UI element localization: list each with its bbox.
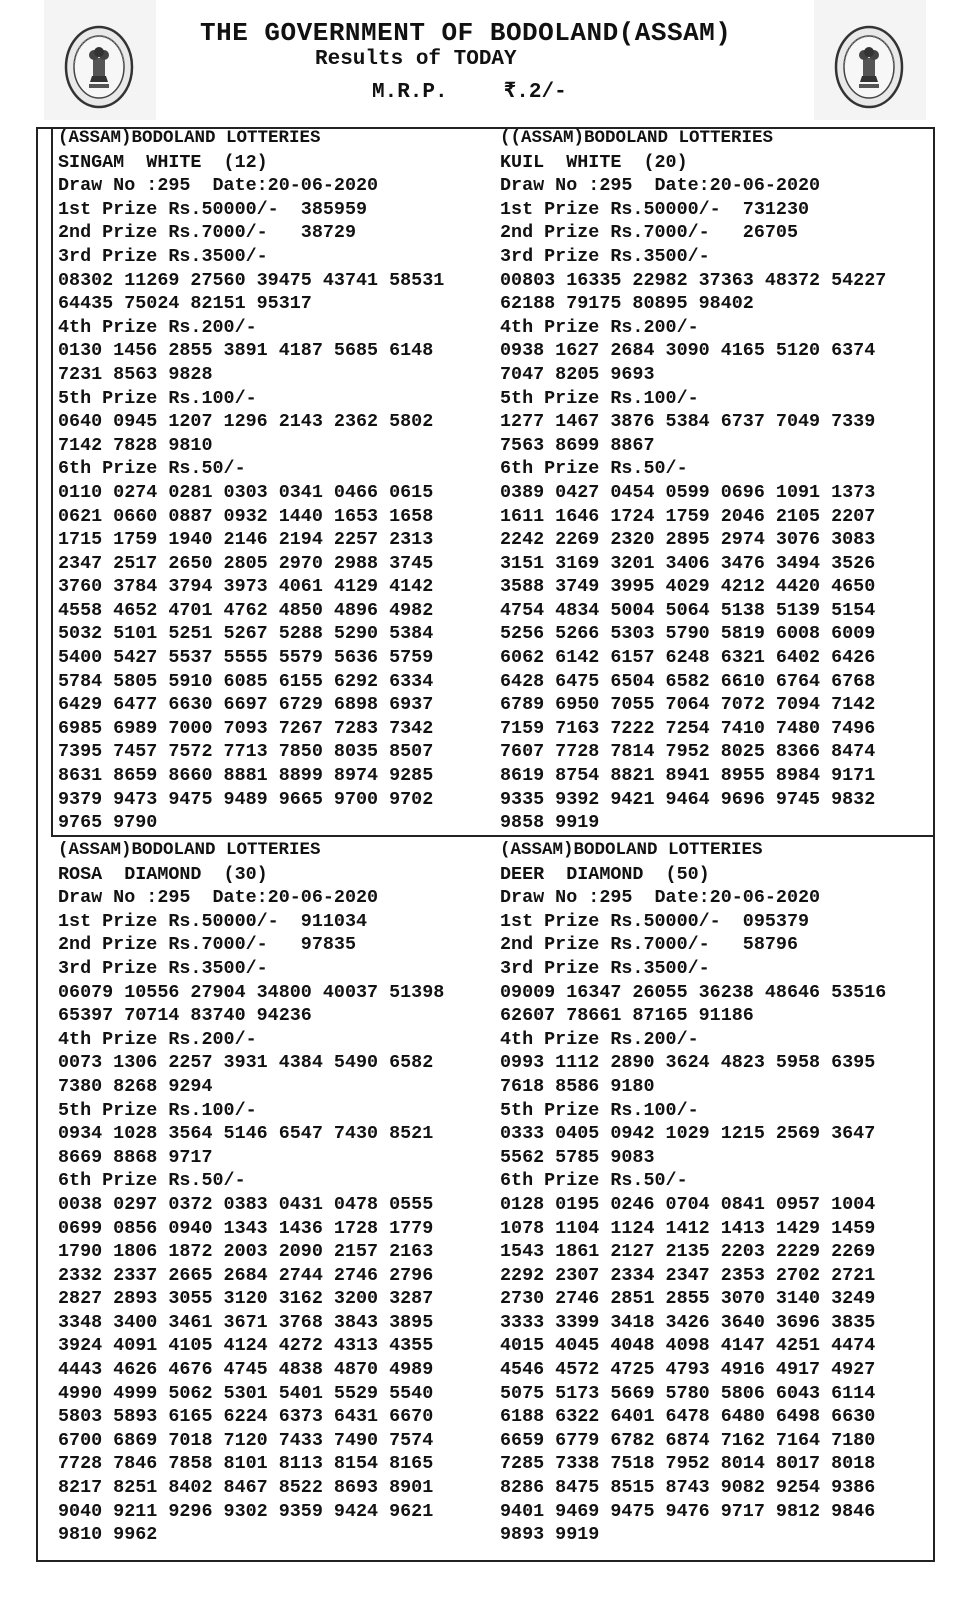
- sixth-prize-numbers: 0110 0274 0281 0303 0341 0466 0615: [58, 481, 434, 503]
- first-prize: 1st Prize Rs.50000/- 731230: [500, 198, 810, 220]
- sixth-prize-numbers: 2292 2307 2334 2347 2353 2702 2721: [500, 1264, 876, 1286]
- sixth-prize-numbers: 0389 0427 0454 0599 0696 1091 1373: [500, 481, 876, 503]
- fifth-prize-numbers: 0934 1028 3564 5146 6547 7430 8521: [58, 1123, 434, 1145]
- sixth-prize-numbers: 2730 2746 2851 2855 3070 3140 3249: [500, 1288, 876, 1310]
- lottery-panel-rosa-diamond: [58, 839, 444, 1547]
- sixth-prize-numbers: 9893 9919: [500, 1524, 600, 1546]
- third-prize-numbers: 64435 75024 82151 95317: [58, 293, 312, 315]
- second-prize: 2nd Prize Rs.7000/- 38729: [58, 222, 356, 244]
- fifth-prize-numbers: 0333 0405 0942 1029 1215 2569 3647: [500, 1123, 876, 1145]
- fourth-prize-numbers: 0993 1112 2890 3624 4823 5958 6395: [500, 1052, 876, 1074]
- fifth-prize-numbers: 7142 7828 9810: [58, 434, 213, 456]
- fourth-prize-numbers: 0938 1627 2684 3090 4165 5120 6374: [500, 340, 876, 362]
- lottery-organizer: (ASSAM)BODOLAND LOTTERIES: [58, 840, 321, 860]
- draw-info: Draw No :295 Date:20-06-2020: [58, 887, 379, 909]
- first-prize: 1st Prize Rs.50000/- 911034: [58, 910, 368, 932]
- sixth-prize-numbers: 6428 6475 6504 6582 6610 6764 6768: [500, 670, 876, 692]
- second-prize: 2nd Prize Rs.7000/- 58796: [500, 934, 798, 956]
- sixth-prize-numbers: 6659 6779 6782 6874 7162 7164 7180: [500, 1429, 876, 1451]
- third-prize-label: 3rd Prize Rs.3500/-: [500, 957, 710, 979]
- sixth-prize-numbers: 2827 2893 3055 3120 3162 3200 3287: [58, 1288, 434, 1310]
- sixth-prize-numbers: 9040 9211 9296 9302 9359 9424 9621: [58, 1500, 434, 1522]
- sixth-prize-numbers: 1715 1759 1940 2146 2194 2257 2313: [58, 529, 434, 551]
- sixth-prize-numbers: 6062 6142 6157 6248 6321 6402 6426: [500, 647, 876, 669]
- sixth-prize-numbers: 0038 0297 0372 0383 0431 0478 0555: [58, 1193, 434, 1215]
- sixth-prize-label: 6th Prize Rs.50/-: [500, 1170, 688, 1192]
- fifth-prize-label: 5th Prize Rs.100/-: [58, 1099, 257, 1121]
- third-prize-numbers: 06079 10556 27904 34800 40037 51398: [58, 981, 445, 1003]
- fifth-prize-numbers: 1277 1467 3876 5384 6737 7049 7339: [500, 411, 876, 433]
- sixth-prize-numbers: 5803 5893 6165 6224 6373 6431 6670: [58, 1406, 434, 1428]
- fourth-prize-label: 4th Prize Rs.200/-: [500, 1028, 699, 1050]
- sixth-prize-numbers: 9765 9790: [58, 812, 158, 834]
- sixth-prize-numbers: 4558 4652 4701 4762 4850 4896 4982: [58, 599, 434, 621]
- fifth-prize-numbers: 8669 8868 9717: [58, 1146, 213, 1168]
- second-prize: 2nd Prize Rs.7000/- 97835: [58, 934, 356, 956]
- sixth-prize-numbers: 5400 5427 5537 5555 5579 5636 5759: [58, 647, 434, 669]
- sixth-prize-numbers: 3333 3399 3418 3426 3640 3696 3835: [500, 1311, 876, 1333]
- fifth-prize-label: 5th Prize Rs.100/-: [500, 1099, 699, 1121]
- sixth-prize-numbers: 9335 9392 9421 9464 9696 9745 9832: [500, 788, 876, 810]
- fifth-prize-label: 5th Prize Rs.100/-: [500, 387, 699, 409]
- sixth-prize-numbers: 1611 1646 1724 1759 2046 2105 2207: [500, 505, 876, 527]
- fifth-prize-numbers: 7563 8699 8867: [500, 434, 655, 456]
- vertical-divider: [51, 127, 53, 835]
- third-prize-label: 3rd Prize Rs.3500/-: [500, 245, 710, 267]
- sixth-prize-numbers: 2242 2269 2320 2895 2974 3076 3083: [500, 529, 876, 551]
- draw-info: Draw No :295 Date:20-06-2020: [500, 175, 821, 197]
- sixth-prize-numbers: 4990 4999 5062 5301 5401 5529 5540: [58, 1382, 434, 1404]
- fourth-prize-numbers: 7047 8205 9693: [500, 363, 655, 385]
- sixth-prize-label: 6th Prize Rs.50/-: [58, 458, 246, 480]
- sixth-prize-numbers: 3760 3784 3794 3973 4061 4129 4142: [58, 576, 434, 598]
- sixth-prize-numbers: 5256 5266 5303 5790 5819 6008 6009: [500, 623, 876, 645]
- sixth-prize-numbers: 7159 7163 7222 7254 7410 7480 7496: [500, 717, 876, 739]
- sixth-prize-numbers: 9858 9919: [500, 812, 600, 834]
- government-seal-icon: [62, 22, 136, 112]
- fifth-prize-numbers: 0640 0945 1207 1296 2143 2362 5802: [58, 411, 434, 433]
- lottery-name: DEER DIAMOND (50): [500, 863, 710, 885]
- lottery-name: SINGAM WHITE (12): [58, 151, 268, 173]
- draw-info: Draw No :295 Date:20-06-2020: [58, 175, 379, 197]
- third-prize-label: 3rd Prize Rs.3500/-: [58, 245, 268, 267]
- sixth-prize-numbers: 2347 2517 2650 2805 2970 2988 3745: [58, 552, 434, 574]
- fifth-prize-numbers: 5562 5785 9083: [500, 1146, 655, 1168]
- sixth-prize-numbers: 9810 9962: [58, 1524, 158, 1546]
- sixth-prize-label: 6th Prize Rs.50/-: [500, 458, 688, 480]
- sixth-prize-numbers: 6985 6989 7000 7093 7267 7283 7342: [58, 717, 434, 739]
- fourth-prize-label: 4th Prize Rs.200/-: [58, 1028, 257, 1050]
- draw-info: Draw No :295 Date:20-06-2020: [500, 887, 821, 909]
- fourth-prize-numbers: 7618 8586 9180: [500, 1075, 655, 1097]
- third-prize-numbers: 09009 16347 26055 36238 48646 53516: [500, 981, 887, 1003]
- lottery-name: KUIL WHITE (20): [500, 151, 688, 173]
- third-prize-numbers: 65397 70714 83740 94236: [58, 1005, 312, 1027]
- sixth-prize-numbers: 7728 7846 7858 8101 8113 8154 8165: [58, 1453, 434, 1475]
- sixth-prize-numbers: 5032 5101 5251 5267 5288 5290 5384: [58, 623, 434, 645]
- mrp-price: ₹.2/-: [503, 81, 567, 104]
- sixth-prize-numbers: 8217 8251 8402 8467 8522 8693 8901: [58, 1477, 434, 1499]
- third-prize-numbers: 08302 11269 27560 39475 43741 58531: [58, 269, 445, 291]
- page-title: THE GOVERNMENT OF BODOLAND(ASSAM): [200, 18, 732, 48]
- sixth-prize-numbers: 7395 7457 7572 7713 7850 8035 8507: [58, 741, 434, 763]
- mrp-label: M.R.P.: [372, 81, 448, 104]
- sixth-prize-numbers: 5784 5805 5910 6085 6155 6292 6334: [58, 670, 434, 692]
- sixth-prize-numbers: 1790 1806 1872 2003 2090 2157 2163: [58, 1241, 434, 1263]
- sixth-prize-numbers: 8619 8754 8821 8941 8955 8984 9171: [500, 765, 876, 787]
- page-header: [0, 0, 971, 125]
- sixth-prize-numbers: 3348 3400 3461 3671 3768 3843 3895: [58, 1311, 434, 1333]
- lottery-panel-kuil-white: [500, 127, 886, 835]
- lottery-name: ROSA DIAMOND (30): [58, 863, 268, 885]
- sixth-prize-numbers: 7607 7728 7814 7952 8025 8366 8474: [500, 741, 876, 763]
- fourth-prize-numbers: 7231 8563 9828: [58, 363, 213, 385]
- fourth-prize-numbers: 0073 1306 2257 3931 4384 5490 6582: [58, 1052, 434, 1074]
- sixth-prize-numbers: 7285 7338 7518 7952 8014 8017 8018: [500, 1453, 876, 1475]
- second-prize: 2nd Prize Rs.7000/- 26705: [500, 222, 798, 244]
- sixth-prize-numbers: 2332 2337 2665 2684 2744 2746 2796: [58, 1264, 434, 1286]
- sixth-prize-numbers: 4015 4045 4048 4098 4147 4251 4474: [500, 1335, 876, 1357]
- sixth-prize-numbers: 4546 4572 4725 4793 4916 4917 4927: [500, 1359, 876, 1381]
- third-prize-numbers: 62188 79175 80895 98402: [500, 293, 754, 315]
- third-prize-numbers: 62607 78661 87165 91186: [500, 1005, 754, 1027]
- sixth-prize-numbers: 0128 0195 0246 0704 0841 0957 1004: [500, 1193, 876, 1215]
- sixth-prize-numbers: 0699 0856 0940 1343 1436 1728 1779: [58, 1217, 434, 1239]
- sixth-prize-numbers: 8631 8659 8660 8881 8899 8974 9285: [58, 765, 434, 787]
- fourth-prize-numbers: 7380 8268 9294: [58, 1075, 213, 1097]
- sixth-prize-numbers: 1543 1861 2127 2135 2203 2229 2269: [500, 1241, 876, 1263]
- sixth-prize-numbers: 5075 5173 5669 5780 5806 6043 6114: [500, 1382, 876, 1404]
- sixth-prize-label: 6th Prize Rs.50/-: [58, 1170, 246, 1192]
- lottery-organizer: ((ASSAM)BODOLAND LOTTERIES: [500, 128, 774, 148]
- horizontal-divider: [51, 835, 935, 837]
- mrp-row: [372, 78, 567, 104]
- fifth-prize-label: 5th Prize Rs.100/-: [58, 387, 257, 409]
- sixth-prize-numbers: 6188 6322 6401 6478 6480 6498 6630: [500, 1406, 876, 1428]
- third-prize-numbers: 00803 16335 22982 37363 48372 54227: [500, 269, 887, 291]
- sixth-prize-numbers: 4754 4834 5004 5064 5138 5139 5154: [500, 599, 876, 621]
- fourth-prize-label: 4th Prize Rs.200/-: [500, 316, 699, 338]
- sixth-prize-numbers: 8286 8475 8515 8743 9082 9254 9386: [500, 1477, 876, 1499]
- sixth-prize-numbers: 0621 0660 0887 0932 1440 1653 1658: [58, 505, 434, 527]
- sixth-prize-numbers: 1078 1104 1124 1412 1413 1429 1459: [500, 1217, 876, 1239]
- sixth-prize-numbers: 3588 3749 3995 4029 4212 4420 4650: [500, 576, 876, 598]
- fourth-prize-label: 4th Prize Rs.200/-: [58, 316, 257, 338]
- government-seal-icon: [832, 22, 906, 112]
- lottery-organizer: (ASSAM)BODOLAND LOTTERIES: [500, 840, 763, 860]
- sixth-prize-numbers: 6429 6477 6630 6697 6729 6898 6937: [58, 694, 434, 716]
- first-prize: 1st Prize Rs.50000/- 095379: [500, 910, 810, 932]
- lottery-panel-singam-white: [58, 127, 444, 835]
- sixth-prize-numbers: 9379 9473 9475 9489 9665 9700 9702: [58, 788, 434, 810]
- sixth-prize-numbers: 3924 4091 4105 4124 4272 4313 4355: [58, 1335, 434, 1357]
- page-subtitle: Results of TODAY: [315, 48, 517, 71]
- sixth-prize-numbers: 6789 6950 7055 7064 7072 7094 7142: [500, 694, 876, 716]
- fourth-prize-numbers: 0130 1456 2855 3891 4187 5685 6148: [58, 340, 434, 362]
- lottery-panel-deer-diamond: [500, 839, 886, 1547]
- sixth-prize-numbers: 6700 6869 7018 7120 7433 7490 7574: [58, 1429, 434, 1451]
- sixth-prize-numbers: 3151 3169 3201 3406 3476 3494 3526: [500, 552, 876, 574]
- lottery-organizer: (ASSAM)BODOLAND LOTTERIES: [58, 128, 321, 148]
- third-prize-label: 3rd Prize Rs.3500/-: [58, 957, 268, 979]
- sixth-prize-numbers: 9401 9469 9475 9476 9717 9812 9846: [500, 1500, 876, 1522]
- sixth-prize-numbers: 4443 4626 4676 4745 4838 4870 4989: [58, 1359, 434, 1381]
- first-prize: 1st Prize Rs.50000/- 385959: [58, 198, 368, 220]
